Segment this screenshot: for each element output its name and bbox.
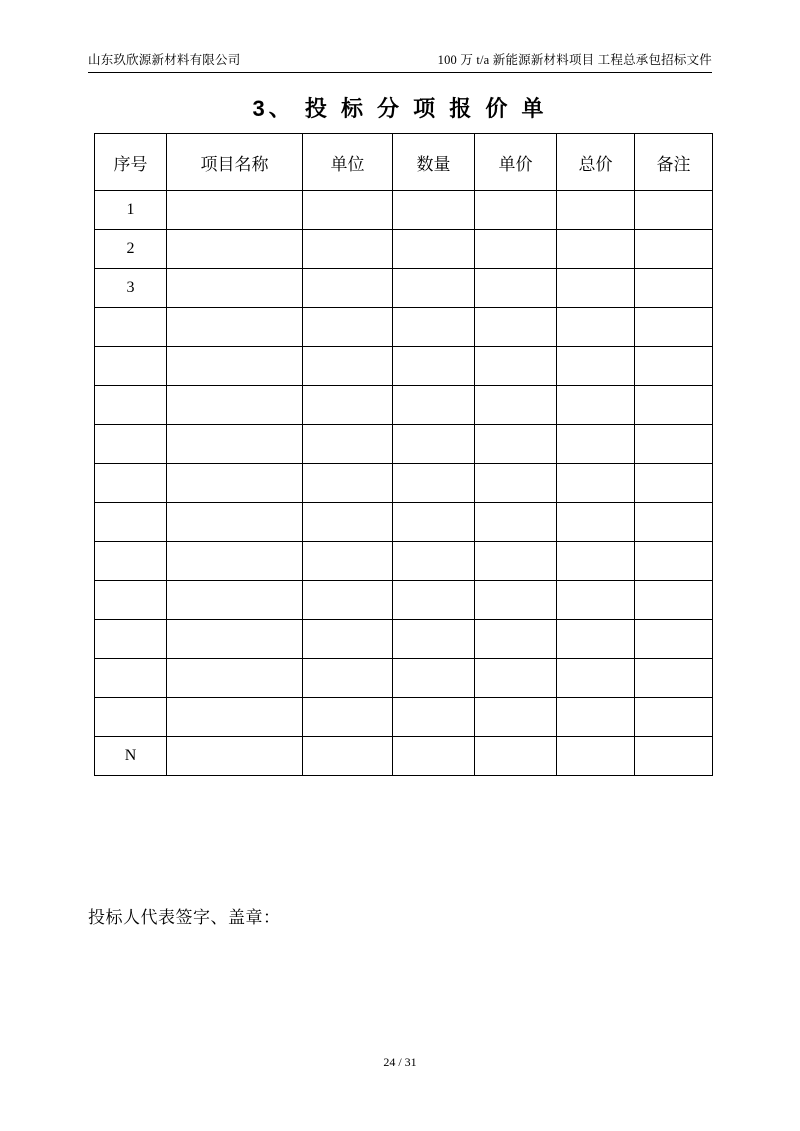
cell-seq bbox=[95, 581, 167, 620]
cell-seq bbox=[95, 542, 167, 581]
cell-unit[interactable] bbox=[303, 581, 393, 620]
cell-seq bbox=[95, 503, 167, 542]
header-company-name: 山东玖欣源新材料有限公司 bbox=[88, 53, 241, 67]
cell-unit-price[interactable] bbox=[475, 230, 557, 269]
table-row bbox=[95, 386, 713, 425]
cell-item-name[interactable] bbox=[167, 191, 303, 230]
header-divider bbox=[88, 72, 712, 73]
cell-note[interactable] bbox=[635, 737, 713, 776]
table-row bbox=[95, 308, 713, 347]
cell-item-name[interactable] bbox=[167, 581, 303, 620]
cell-item-name[interactable] bbox=[167, 542, 303, 581]
cell-note[interactable] bbox=[635, 542, 713, 581]
table-row bbox=[95, 581, 713, 620]
cell-seq bbox=[95, 347, 167, 386]
cell-quantity[interactable] bbox=[393, 464, 475, 503]
cell-unit-price[interactable] bbox=[475, 464, 557, 503]
cell-quantity[interactable] bbox=[393, 659, 475, 698]
cell-quantity[interactable] bbox=[393, 347, 475, 386]
cell-unit-price[interactable] bbox=[475, 503, 557, 542]
cell-seq: N bbox=[95, 737, 167, 776]
cell-total-price[interactable] bbox=[557, 347, 635, 386]
cell-total-price[interactable] bbox=[557, 269, 635, 308]
cell-unit[interactable] bbox=[303, 737, 393, 776]
cell-unit-price[interactable] bbox=[475, 620, 557, 659]
column-header-total-price: 总价 bbox=[557, 134, 635, 191]
cell-item-name[interactable] bbox=[167, 230, 303, 269]
cell-seq: 3 bbox=[95, 269, 167, 308]
page-footer bbox=[0, 1055, 800, 1070]
cell-total-price[interactable] bbox=[557, 737, 635, 776]
cell-note[interactable] bbox=[635, 581, 713, 620]
cell-unit[interactable] bbox=[303, 425, 393, 464]
cell-note[interactable] bbox=[635, 464, 713, 503]
cell-unit-price[interactable] bbox=[475, 347, 557, 386]
cell-total-price[interactable] bbox=[557, 503, 635, 542]
column-header-unit: 单位 bbox=[303, 134, 393, 191]
cell-seq bbox=[95, 698, 167, 737]
cell-unit[interactable] bbox=[303, 503, 393, 542]
cell-quantity[interactable] bbox=[393, 581, 475, 620]
table-row bbox=[95, 737, 713, 776]
cell-unit[interactable] bbox=[303, 191, 393, 230]
cell-unit-price[interactable] bbox=[475, 425, 557, 464]
cell-seq bbox=[95, 659, 167, 698]
cell-unit-price[interactable] bbox=[475, 542, 557, 581]
cell-item-name[interactable] bbox=[167, 698, 303, 737]
cell-unit-price[interactable] bbox=[475, 659, 557, 698]
header-project-title: 100 万 t/a 新能源新材料项目 工程总承包招标文件 bbox=[437, 53, 712, 67]
table-header-row bbox=[95, 134, 713, 191]
cell-total-price[interactable] bbox=[557, 620, 635, 659]
cell-note[interactable] bbox=[635, 347, 713, 386]
cell-unit-price[interactable] bbox=[475, 191, 557, 230]
column-header-note: 备注 bbox=[635, 134, 713, 191]
cell-unit[interactable] bbox=[303, 659, 393, 698]
cell-seq bbox=[95, 308, 167, 347]
column-header-item-name: 项目名称 bbox=[167, 134, 303, 191]
cell-note[interactable] bbox=[635, 191, 713, 230]
cell-total-price[interactable] bbox=[557, 581, 635, 620]
cell-unit-price[interactable] bbox=[475, 698, 557, 737]
cell-seq bbox=[95, 425, 167, 464]
cell-quantity[interactable] bbox=[393, 191, 475, 230]
table-row bbox=[95, 503, 713, 542]
cell-note[interactable] bbox=[635, 386, 713, 425]
cell-item-name[interactable] bbox=[167, 503, 303, 542]
cell-item-name[interactable] bbox=[167, 737, 303, 776]
cell-unit-price[interactable] bbox=[475, 386, 557, 425]
cell-unit[interactable] bbox=[303, 230, 393, 269]
cell-unit[interactable] bbox=[303, 347, 393, 386]
cell-quantity[interactable] bbox=[393, 542, 475, 581]
cell-quantity[interactable] bbox=[393, 698, 475, 737]
cell-seq bbox=[95, 620, 167, 659]
cell-quantity[interactable] bbox=[393, 620, 475, 659]
cell-note[interactable] bbox=[635, 269, 713, 308]
table-row bbox=[95, 191, 713, 230]
cell-quantity[interactable] bbox=[393, 737, 475, 776]
table-row bbox=[95, 698, 713, 737]
cell-unit-price[interactable] bbox=[475, 737, 557, 776]
cell-total-price[interactable] bbox=[557, 386, 635, 425]
cell-note[interactable] bbox=[635, 425, 713, 464]
cell-quantity[interactable] bbox=[393, 425, 475, 464]
cell-total-price[interactable] bbox=[557, 425, 635, 464]
cell-quantity[interactable] bbox=[393, 230, 475, 269]
cell-item-name[interactable] bbox=[167, 269, 303, 308]
cell-note[interactable] bbox=[635, 503, 713, 542]
cell-total-price[interactable] bbox=[557, 698, 635, 737]
table-row bbox=[95, 347, 713, 386]
column-header-unit-price: 单价 bbox=[475, 134, 557, 191]
cell-unit[interactable] bbox=[303, 620, 393, 659]
cell-seq bbox=[95, 464, 167, 503]
table-row bbox=[95, 542, 713, 581]
cell-note[interactable] bbox=[635, 698, 713, 737]
table-row bbox=[95, 269, 713, 308]
cell-total-price[interactable] bbox=[557, 464, 635, 503]
table-row bbox=[95, 230, 713, 269]
cell-item-name[interactable] bbox=[167, 425, 303, 464]
cell-unit[interactable] bbox=[303, 698, 393, 737]
cell-total-price[interactable] bbox=[557, 542, 635, 581]
cell-quantity[interactable] bbox=[393, 503, 475, 542]
cell-unit-price[interactable] bbox=[475, 269, 557, 308]
cell-item-name[interactable] bbox=[167, 464, 303, 503]
cell-item-name[interactable] bbox=[167, 659, 303, 698]
cell-unit[interactable] bbox=[303, 386, 393, 425]
cell-item-name[interactable] bbox=[167, 620, 303, 659]
cell-total-price[interactable] bbox=[557, 308, 635, 347]
signature-line: 投标人代表签字、盖章： bbox=[88, 908, 281, 927]
cell-unit[interactable] bbox=[303, 464, 393, 503]
page-header bbox=[88, 52, 712, 68]
cell-total-price[interactable] bbox=[557, 191, 635, 230]
itemized-price-table bbox=[94, 133, 713, 776]
cell-note[interactable] bbox=[635, 230, 713, 269]
page-title: 3、 投 标 分 项 报 价 单 bbox=[252, 96, 548, 121]
column-header-seq: 序号 bbox=[95, 134, 167, 191]
table-row bbox=[95, 659, 713, 698]
cell-note[interactable] bbox=[635, 308, 713, 347]
cell-unit-price[interactable] bbox=[475, 581, 557, 620]
cell-quantity[interactable] bbox=[393, 308, 475, 347]
column-header-quantity: 数量 bbox=[393, 134, 475, 191]
cell-item-name[interactable] bbox=[167, 386, 303, 425]
cell-seq: 2 bbox=[95, 230, 167, 269]
cell-unit[interactable] bbox=[303, 308, 393, 347]
cell-seq bbox=[95, 386, 167, 425]
table-row bbox=[95, 425, 713, 464]
cell-quantity[interactable] bbox=[393, 386, 475, 425]
table-row bbox=[95, 464, 713, 503]
table-row bbox=[95, 620, 713, 659]
cell-note[interactable] bbox=[635, 620, 713, 659]
cell-total-price[interactable] bbox=[557, 659, 635, 698]
cell-quantity[interactable] bbox=[393, 269, 475, 308]
cell-item-name[interactable] bbox=[167, 347, 303, 386]
cell-total-price[interactable] bbox=[557, 230, 635, 269]
cell-unit[interactable] bbox=[303, 269, 393, 308]
price-table-container bbox=[94, 133, 712, 776]
cell-note[interactable] bbox=[635, 659, 713, 698]
cell-seq: 1 bbox=[95, 191, 167, 230]
cell-unit[interactable] bbox=[303, 542, 393, 581]
cell-unit-price[interactable] bbox=[475, 308, 557, 347]
page-number: 24 / 31 bbox=[383, 1055, 417, 1069]
cell-item-name[interactable] bbox=[167, 308, 303, 347]
